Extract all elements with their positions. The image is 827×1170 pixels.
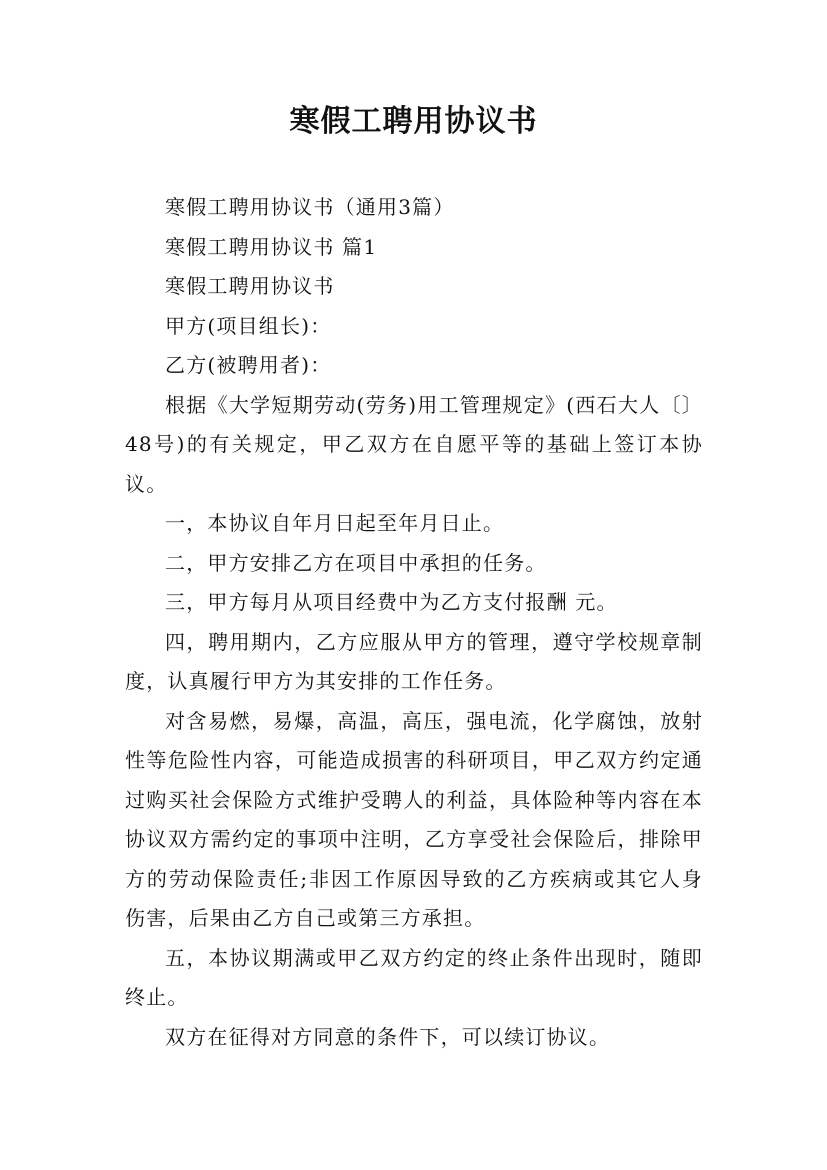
paragraph-basis: 根据《大学短期劳动(劳务)用工管理规定》(西石大人〔〕48号)的有关规定，甲乙双方在自愿平等的基础上签订本协议。 [125, 392, 703, 496]
paragraph-clause-3: 三，甲方每月从项目经费中为乙方支付报酬 元。 [165, 590, 618, 614]
paragraph-section-heading: 寒假工聘用协议书 篇1 [165, 234, 378, 259]
paragraph-clause-4: 四，聘用期内，乙方应服从甲方的管理，遵守学校规章制度，认真履行甲方为其安排的工作任务。 [125, 629, 703, 693]
paragraph-party-b: 乙方(被聘用者)： [165, 353, 332, 377]
paragraph-clause-2: 二，甲方安排乙方在项目中承担的任务。 [165, 550, 547, 575]
paragraph-agreement-name: 寒假工聘用协议书 [165, 274, 335, 298]
paragraph-subtitle: 寒假工聘用协议书（通用3篇） [165, 195, 455, 219]
paragraph-clause-1: 一，本协议自年月日起至年月日止。 [165, 511, 505, 535]
paragraph-risk-insurance: 对含易燃，易爆，高温，高压，强电流，化学腐蚀，放射性等危险性内容，可能造成损害的科研项目，甲乙双方约定通过购买社会保险方式维护受聘人的利益，具体险种等内容在本协议双方需约定的事项中注明，乙方享受社会保险后，排除甲方的劳动保险责任;非因工作原因导致的乙方疾病或其它人身伤害，后果由乙方自己或第三方承担。 [125, 708, 703, 930]
document-body [125, 188, 703, 1057]
document-title: 寒假工聘用协议书 [289, 104, 538, 139]
paragraph-clause-5: 五，本协议期满或甲乙双方约定的终止条件出现时，随即终止。 [125, 945, 703, 1009]
paragraph-party-a: 甲方(项目组长)： [165, 313, 332, 338]
paragraph-renewal: 双方在征得对方同意的条件下，可以续订协议。 [165, 1024, 611, 1049]
